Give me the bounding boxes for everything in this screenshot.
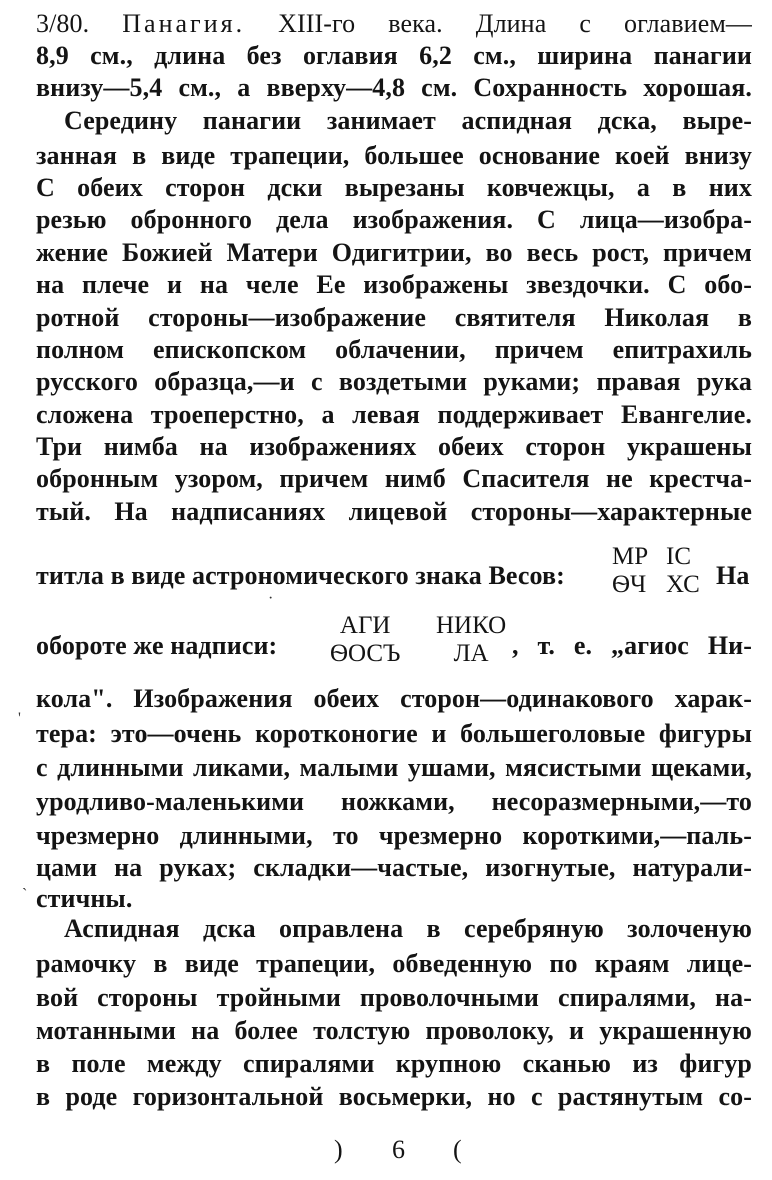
footer-bracket-left: ) bbox=[334, 1135, 343, 1164]
text-line: цами на руках; складки—частые, изогнутые, натурали- bbox=[36, 853, 752, 882]
inscription-fos: ѲОСЪ bbox=[330, 640, 401, 667]
text-line: уродливо-маленькими ножками, несоразмерными,—то bbox=[36, 787, 752, 816]
text-line: внизу—5,4 см., а вверху—4,8 см. Сохранность хорошая. bbox=[36, 73, 752, 102]
text-line: вой стороны тройными проволочными спиралями, на- bbox=[36, 983, 752, 1012]
inscription-nikola bbox=[436, 612, 506, 668]
text-line: на плече и на челе Ее изображены звездочки. С обо- bbox=[36, 270, 752, 299]
text-line: жение Божией Матери Одигитрии, во весь рост, причем bbox=[36, 238, 752, 267]
text-line: полном епископском облачении, причем епитрахиль bbox=[36, 335, 752, 364]
text-line: ротной стороны—изображение святителя Николая в bbox=[36, 303, 752, 332]
inscription-la: ЛА bbox=[453, 640, 489, 667]
text-line-last: стичны. bbox=[36, 884, 133, 913]
inscription-agios bbox=[330, 612, 400, 668]
paragraph-first-line: Аспидная дска оправлена в серебряную золоченую bbox=[64, 914, 752, 943]
text-line: С обеих сторон дски вырезаны ковчежцы, а в них bbox=[36, 173, 752, 202]
monogram-xc: ХС bbox=[666, 571, 700, 598]
text-line: рамочку в виде трапеции, обведенную по краям лице- bbox=[36, 949, 752, 978]
inscription-agi: АГИ bbox=[339, 612, 391, 639]
entry-title: Панагия. bbox=[122, 9, 246, 38]
stray-mark: ' bbox=[18, 710, 21, 727]
monogram-christ bbox=[666, 543, 700, 599]
text-line: с длинными ликами, малыми ушами, мясистыми щеками, bbox=[36, 753, 752, 782]
text-line: тый. На надписаниях лицевой стороны—характерные bbox=[36, 497, 752, 526]
text-line: занная в виде трапеции, большее основание коей внизу bbox=[36, 141, 752, 170]
monogram-ic: ІС bbox=[666, 543, 691, 570]
text-line: сложена троеперстно, а левая поддерживает Евангелие. bbox=[36, 400, 752, 429]
text-line: в роде горизонтальной восьмерки, но с растянутым со- bbox=[36, 1082, 752, 1111]
entry-number: 3/80. bbox=[36, 9, 123, 38]
paragraph-first-line: Середину панагии занимает аспидная дска, выре- bbox=[64, 106, 752, 135]
inscription-niko: НИКО bbox=[436, 612, 507, 639]
text-line: тера: это—очень коротконогие и большеголовые фигуры bbox=[36, 719, 752, 748]
entry-heading-rest: XIII-го века. Длина с оглавием— bbox=[245, 9, 752, 38]
text-line-end: На bbox=[716, 561, 750, 590]
page-number: 6 bbox=[392, 1135, 405, 1164]
monogram-mother-of-god bbox=[612, 543, 648, 599]
footer-bracket-right: ( bbox=[453, 1135, 462, 1164]
text-line-end: , т. е. „агиос Ни- bbox=[512, 631, 752, 660]
text-line: обронным узором, причем нимб Спасителя не крестча- bbox=[36, 464, 752, 493]
stray-mark: ` bbox=[22, 886, 28, 903]
text-line: в поле между спиралями крупною сканью из фигур bbox=[36, 1049, 752, 1078]
text-line: резью обронного дела изображения. С лица—изобра- bbox=[36, 205, 752, 234]
text-line: кола". Изображения обеих сторон—одинакового харак- bbox=[36, 684, 752, 713]
text-line: Три нимба на изображениях обеих сторон украшены bbox=[36, 432, 752, 461]
text-line: русского образца,—и с воздетыми руками; правая рука bbox=[36, 367, 752, 396]
entry-heading-line bbox=[36, 8, 752, 40]
stray-mark: · bbox=[268, 590, 274, 607]
text-line: чрезмерно длинными, то чрезмерно короткими,—паль- bbox=[36, 821, 752, 850]
text-line: мотанными на более толстую проволоку, и украшенную bbox=[36, 1016, 752, 1045]
monogram-thu: ѲЧ bbox=[612, 571, 647, 598]
text-line: 8,9 см., длина без оглавия 6,2 см., ширина панагии bbox=[36, 41, 752, 70]
text-line-with-monograms: титла в виде астрономического знака Весов: bbox=[36, 561, 565, 590]
text-line-with-inscription: обороте же надписи: bbox=[36, 631, 278, 660]
monogram-mr: МР bbox=[612, 543, 649, 570]
